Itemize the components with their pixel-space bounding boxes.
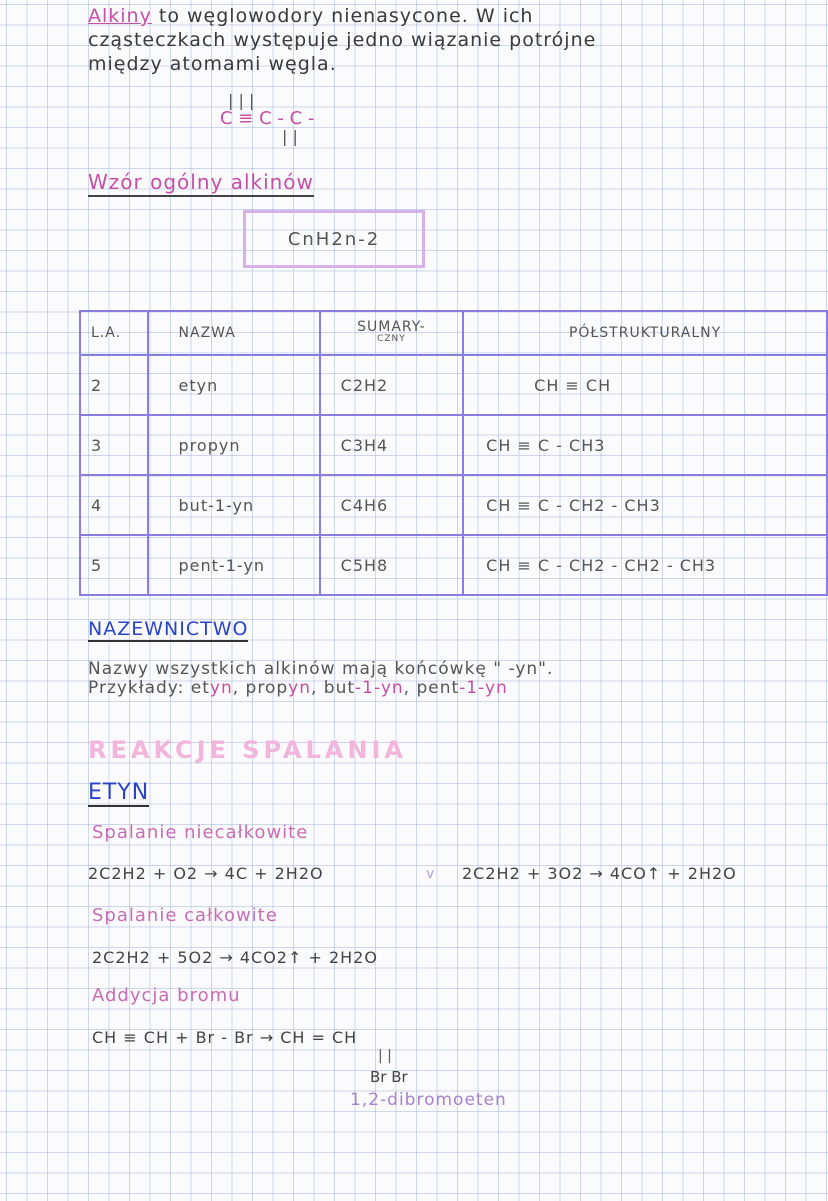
alkiny-term: Alkiny [88,5,152,27]
table-row: 2 etyn C2H2 CH ≡ CH [80,355,827,415]
bromine-addition-eq: CH ≡ CH + Br - Br → CH = CH [92,1028,358,1047]
incomplete-combustion-label: Spalanie niecałkowite [92,822,309,843]
intro-paragraph [88,4,596,76]
table-row: 3 propyn C3H4 CH ≡ C - CH3 [80,415,827,475]
structure-top-bonds: | | | [228,91,255,110]
product-name: 1,2-dibromoeten [350,1090,507,1110]
bromine-addition-label: Addycja bromu [92,985,241,1006]
intro-line-1: Alkiny to węglowodory nienasycone. W ich [88,5,534,27]
general-formula-heading: Wzór ogólny alkinów [88,170,314,197]
naming-text [88,660,553,698]
general-formula: CnH2n-2 [287,228,381,250]
alkynes-table [79,310,828,596]
table-header-row [80,311,827,355]
incomplete-combustion-eq-2: 2C2H2 + 3O2 → 4CO↑ + 2H2O [462,864,737,883]
header-summary: SUMARY- CZNY [320,311,463,355]
triple-bond-structure [220,92,314,146]
intro-line-2: cząsteczkach występuje jedno wiązanie potrójne [88,29,597,51]
naming-line-1: Nazwy wszystkich alkinów mają końcówkę " -yn". [88,659,554,679]
table-row: 5 pent-1-yn C5H8 CH ≡ C - CH2 - CH2 - CH3 [80,535,827,595]
intro-line-3: między atomami węgla. [88,53,337,75]
naming-line-2: Przykłady: etyn, propyn, but-1-yn, pent-1-yn [88,678,508,698]
structure-chain [220,110,314,128]
header-structure: PÓŁSTRUKTURALNY [463,311,827,355]
ethyne-heading: ETYN [88,780,150,805]
incomplete-combustion-eq-1: 2C2H2 + O2 → 4C + 2H2O [88,864,324,883]
naming-heading: NAZEWNICTWO [88,618,249,640]
structure-chain-text: C ≡ C - C - [220,108,315,129]
complete-combustion-label: Spalanie całkowite [92,905,278,926]
or-mark: v [426,866,435,882]
header-la: L.A. [80,311,148,355]
table-row: 4 but-1-yn C4H6 CH ≡ C - CH2 - CH3 [80,475,827,535]
header-name: NAZWA [148,311,320,355]
general-formula-box [243,210,425,268]
structure-bottom-bonds: | | [282,127,298,146]
combustion-heading: REAKCJE SPALANIA [88,736,407,764]
complete-combustion-eq: 2C2H2 + 5O2 → 4CO2↑ + 2H2O [92,948,378,967]
bromine-bonds: | | [378,1048,392,1064]
bromine-atoms: Br Br [370,1068,408,1086]
